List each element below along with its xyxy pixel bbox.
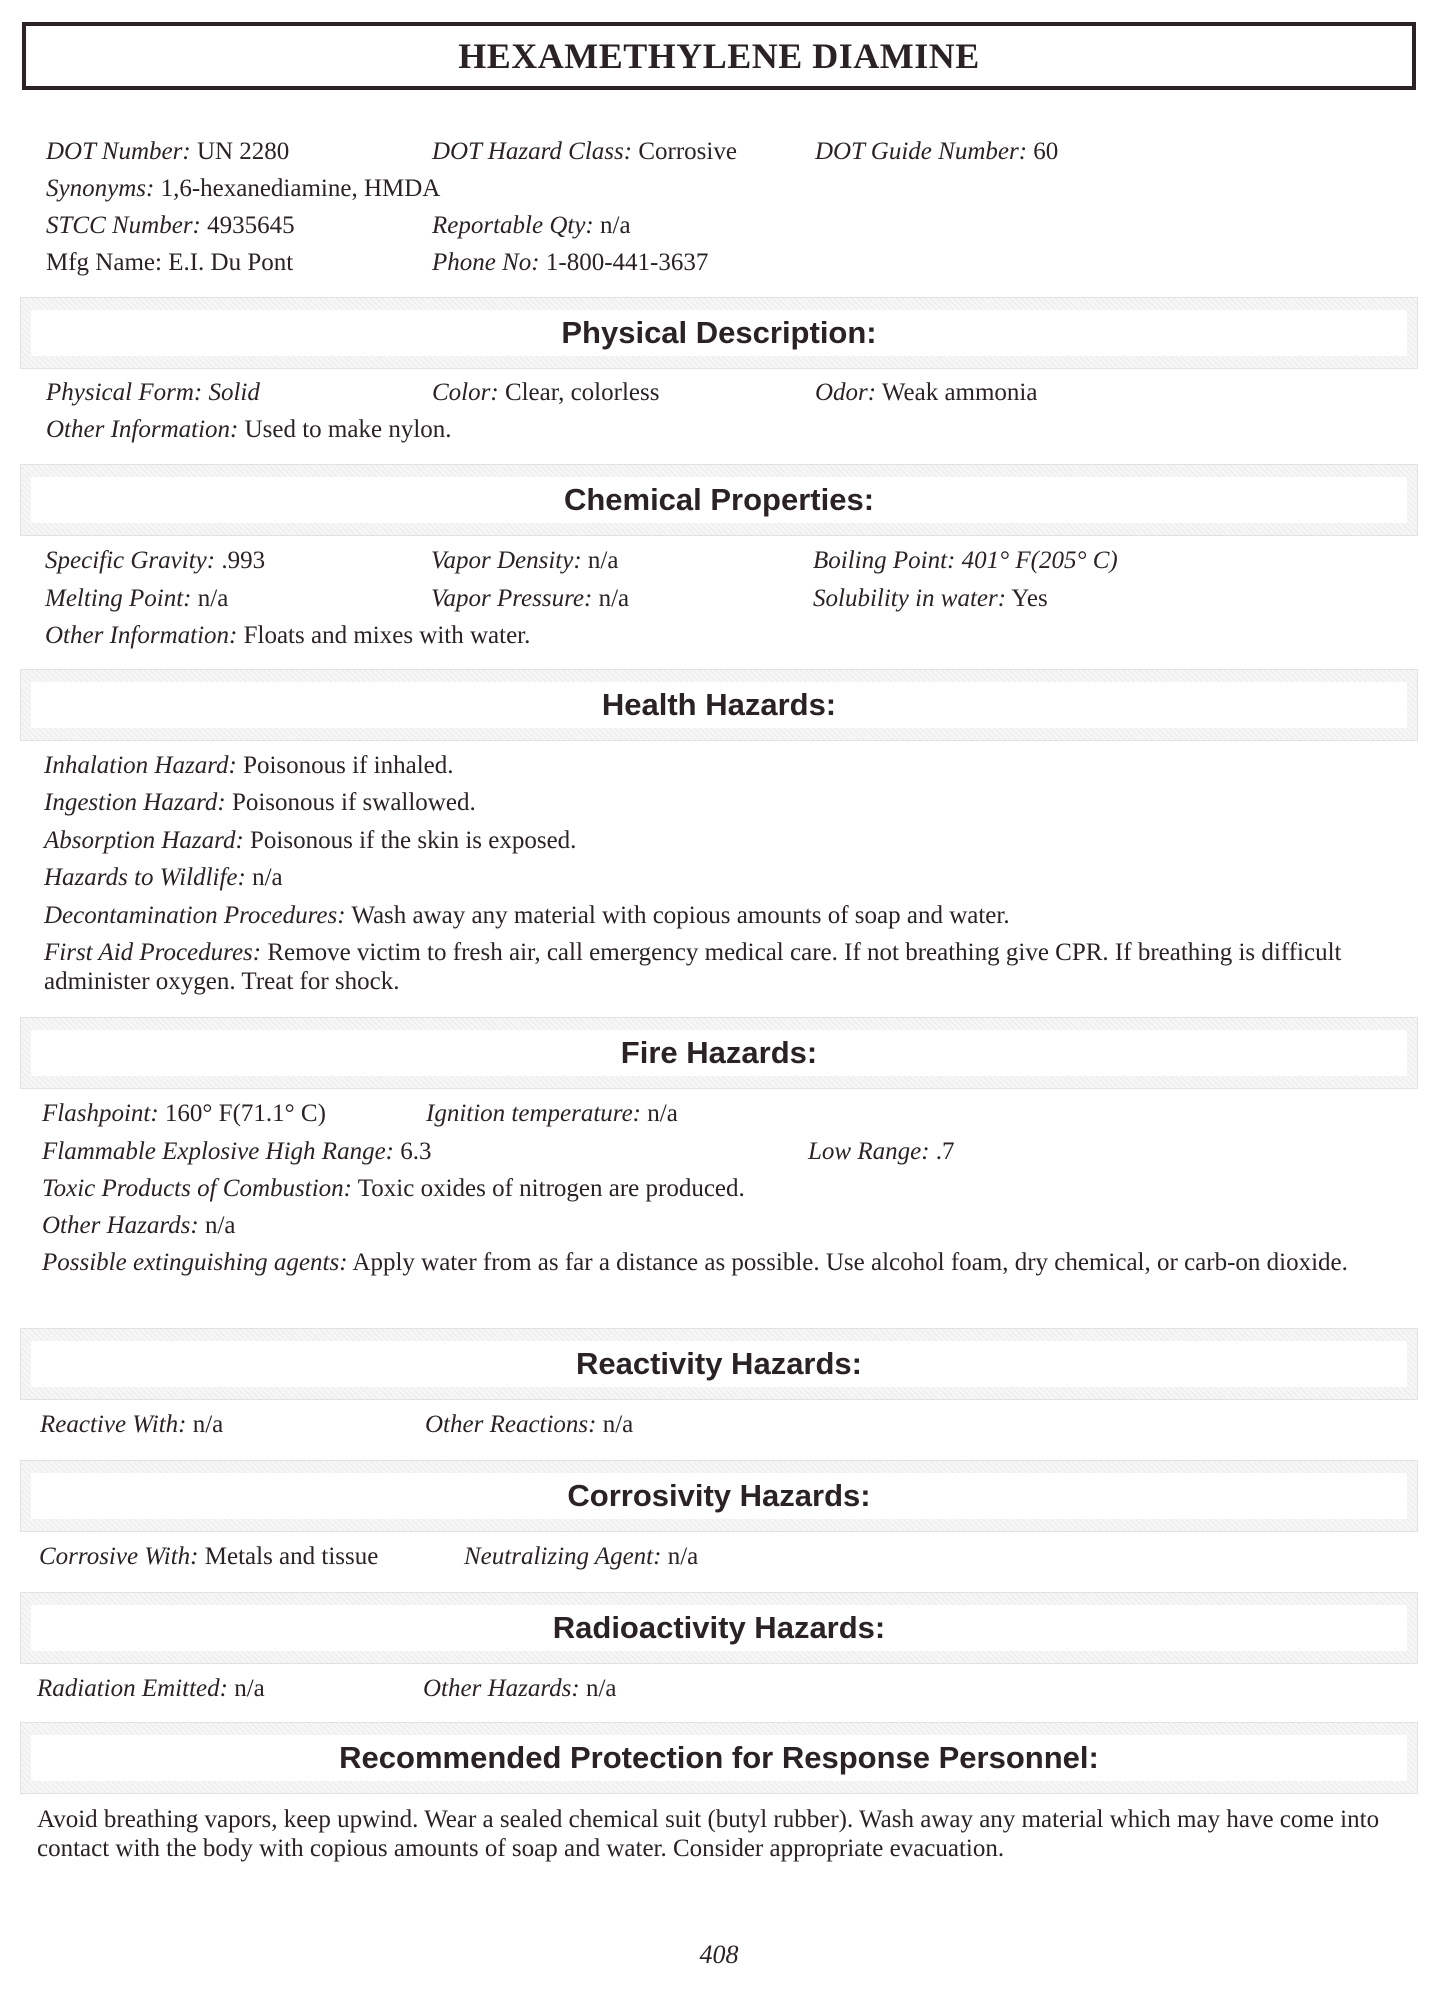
ignition-temperature-field: Ignition temperature: n/a bbox=[426, 1100, 678, 1127]
section-heading: Chemical Properties: bbox=[31, 477, 1407, 523]
vapor-density-field: Vapor Density: n/a bbox=[431, 547, 619, 574]
low-range-field: Low Range: .7 bbox=[808, 1138, 955, 1165]
solubility-field: Solubility in water: Yes bbox=[813, 585, 1048, 612]
specific-gravity-field: Specific Gravity: .993 bbox=[45, 547, 266, 574]
radioactivity-hazards-header bbox=[20, 1592, 1418, 1664]
neutralizing-agent-field: Neutralizing Agent: n/a bbox=[464, 1543, 699, 1570]
reactive-with-field: Reactive With: n/a bbox=[40, 1411, 224, 1438]
mfg-name-field: Mfg Name: E.I. Du Pont bbox=[46, 249, 294, 276]
document-title: HEXAMETHYLENE DIAMINE bbox=[22, 22, 1416, 90]
page-number: 408 bbox=[699, 1940, 739, 1969]
other-reactions-field: Other Reactions: n/a bbox=[425, 1411, 634, 1438]
stcc-number-field: STCC Number: 4935645 bbox=[46, 212, 295, 239]
radiation-emitted-field: Radiation Emitted: n/a bbox=[37, 1675, 265, 1702]
section-heading: Recommended Protection for Response Personnel: bbox=[31, 1735, 1407, 1781]
dot-number-field: DOT Number: UN 2280 bbox=[46, 138, 290, 165]
phone-no-field: Phone No: 1-800-441-3637 bbox=[432, 249, 709, 276]
flashpoint-field: Flashpoint: 160° F(71.1° C) bbox=[42, 1100, 326, 1127]
radioactivity-other-hazards-field: Other Hazards: n/a bbox=[423, 1675, 617, 1702]
section-heading: Reactivity Hazards: bbox=[31, 1341, 1407, 1387]
protection-header bbox=[20, 1722, 1418, 1794]
section-heading: Corrosivity Hazards: bbox=[31, 1473, 1407, 1519]
dot-hazard-class-field: DOT Hazard Class: Corrosive bbox=[432, 138, 737, 165]
section-heading: Fire Hazards: bbox=[31, 1030, 1407, 1076]
physical-other-field: Other Information: Used to make nylon. bbox=[46, 416, 452, 443]
physical-form-field: Physical Form: Solid bbox=[46, 379, 260, 406]
absorption-hazard-field: Absorption Hazard: Poisonous if the skin is exposed. bbox=[44, 827, 577, 854]
health-hazards-header bbox=[20, 669, 1418, 741]
physical-description-header bbox=[20, 297, 1418, 369]
toxic-products-field: Toxic Products of Combustion: Toxic oxides of nitrogen are produced. bbox=[42, 1175, 745, 1202]
corrosive-with-field: Corrosive With: Metals and tissue bbox=[39, 1543, 379, 1570]
corrosivity-hazards-header bbox=[20, 1460, 1418, 1532]
vapor-pressure-field: Vapor Pressure: n/a bbox=[431, 585, 630, 612]
dot-guide-number-field: DOT Guide Number: 60 bbox=[815, 138, 1059, 165]
melting-point-field: Melting Point: n/a bbox=[45, 585, 229, 612]
reportable-qty-field: Reportable Qty: n/a bbox=[432, 212, 631, 239]
extinguishing-agents-field: Possible extinguishing agents: Apply water from as far a distance as possible. Use alcohol foam, dry chemical, or carb-on dioxide. bbox=[42, 1249, 1348, 1276]
synonyms-field: Synonyms: 1,6-hexanediamine, HMDA bbox=[46, 175, 441, 202]
section-heading: Physical Description: bbox=[31, 310, 1407, 356]
color-field: Color: Clear, colorless bbox=[432, 379, 660, 406]
wildlife-hazard-field: Hazards to Wildlife: n/a bbox=[44, 864, 283, 891]
odor-field: Odor: Weak ammonia bbox=[815, 379, 1038, 406]
reactivity-hazards-header bbox=[20, 1328, 1418, 1400]
protection-text: Avoid breathing vapors, keep upwind. Wear a sealed chemical suit (butyl rubber). Wash away any material which may have come into contact with the body with copious amounts of soap and water. Consider appropriate evacuation. bbox=[37, 1806, 1380, 1862]
section-heading: Radioactivity Hazards: bbox=[31, 1605, 1407, 1651]
section-heading: Health Hazards: bbox=[31, 682, 1407, 728]
chemical-other-field: Other Information: Floats and mixes with water. bbox=[45, 622, 531, 649]
inhalation-hazard-field: Inhalation Hazard: Poisonous if inhaled. bbox=[44, 752, 454, 779]
first-aid-field: First Aid Procedures: Remove victim to fresh air, call emergency medical care. If not breathing give CPR. If breathing is difficult administer oxygen. Treat for shock. bbox=[44, 939, 1342, 995]
decontamination-field: Decontamination Procedures: Wash away any material with copious amounts of soap and water. bbox=[44, 902, 1010, 929]
chemical-properties-header bbox=[20, 464, 1418, 536]
ingestion-hazard-field: Ingestion Hazard: Poisonous if swallowed. bbox=[44, 789, 476, 816]
high-range-field: Flammable Explosive High Range: 6.3 bbox=[42, 1138, 432, 1165]
fire-other-hazards-field: Other Hazards: n/a bbox=[42, 1212, 236, 1239]
boiling-point-field: Boiling Point: 401° F(205° C) bbox=[813, 547, 1118, 574]
fire-hazards-header bbox=[20, 1017, 1418, 1089]
